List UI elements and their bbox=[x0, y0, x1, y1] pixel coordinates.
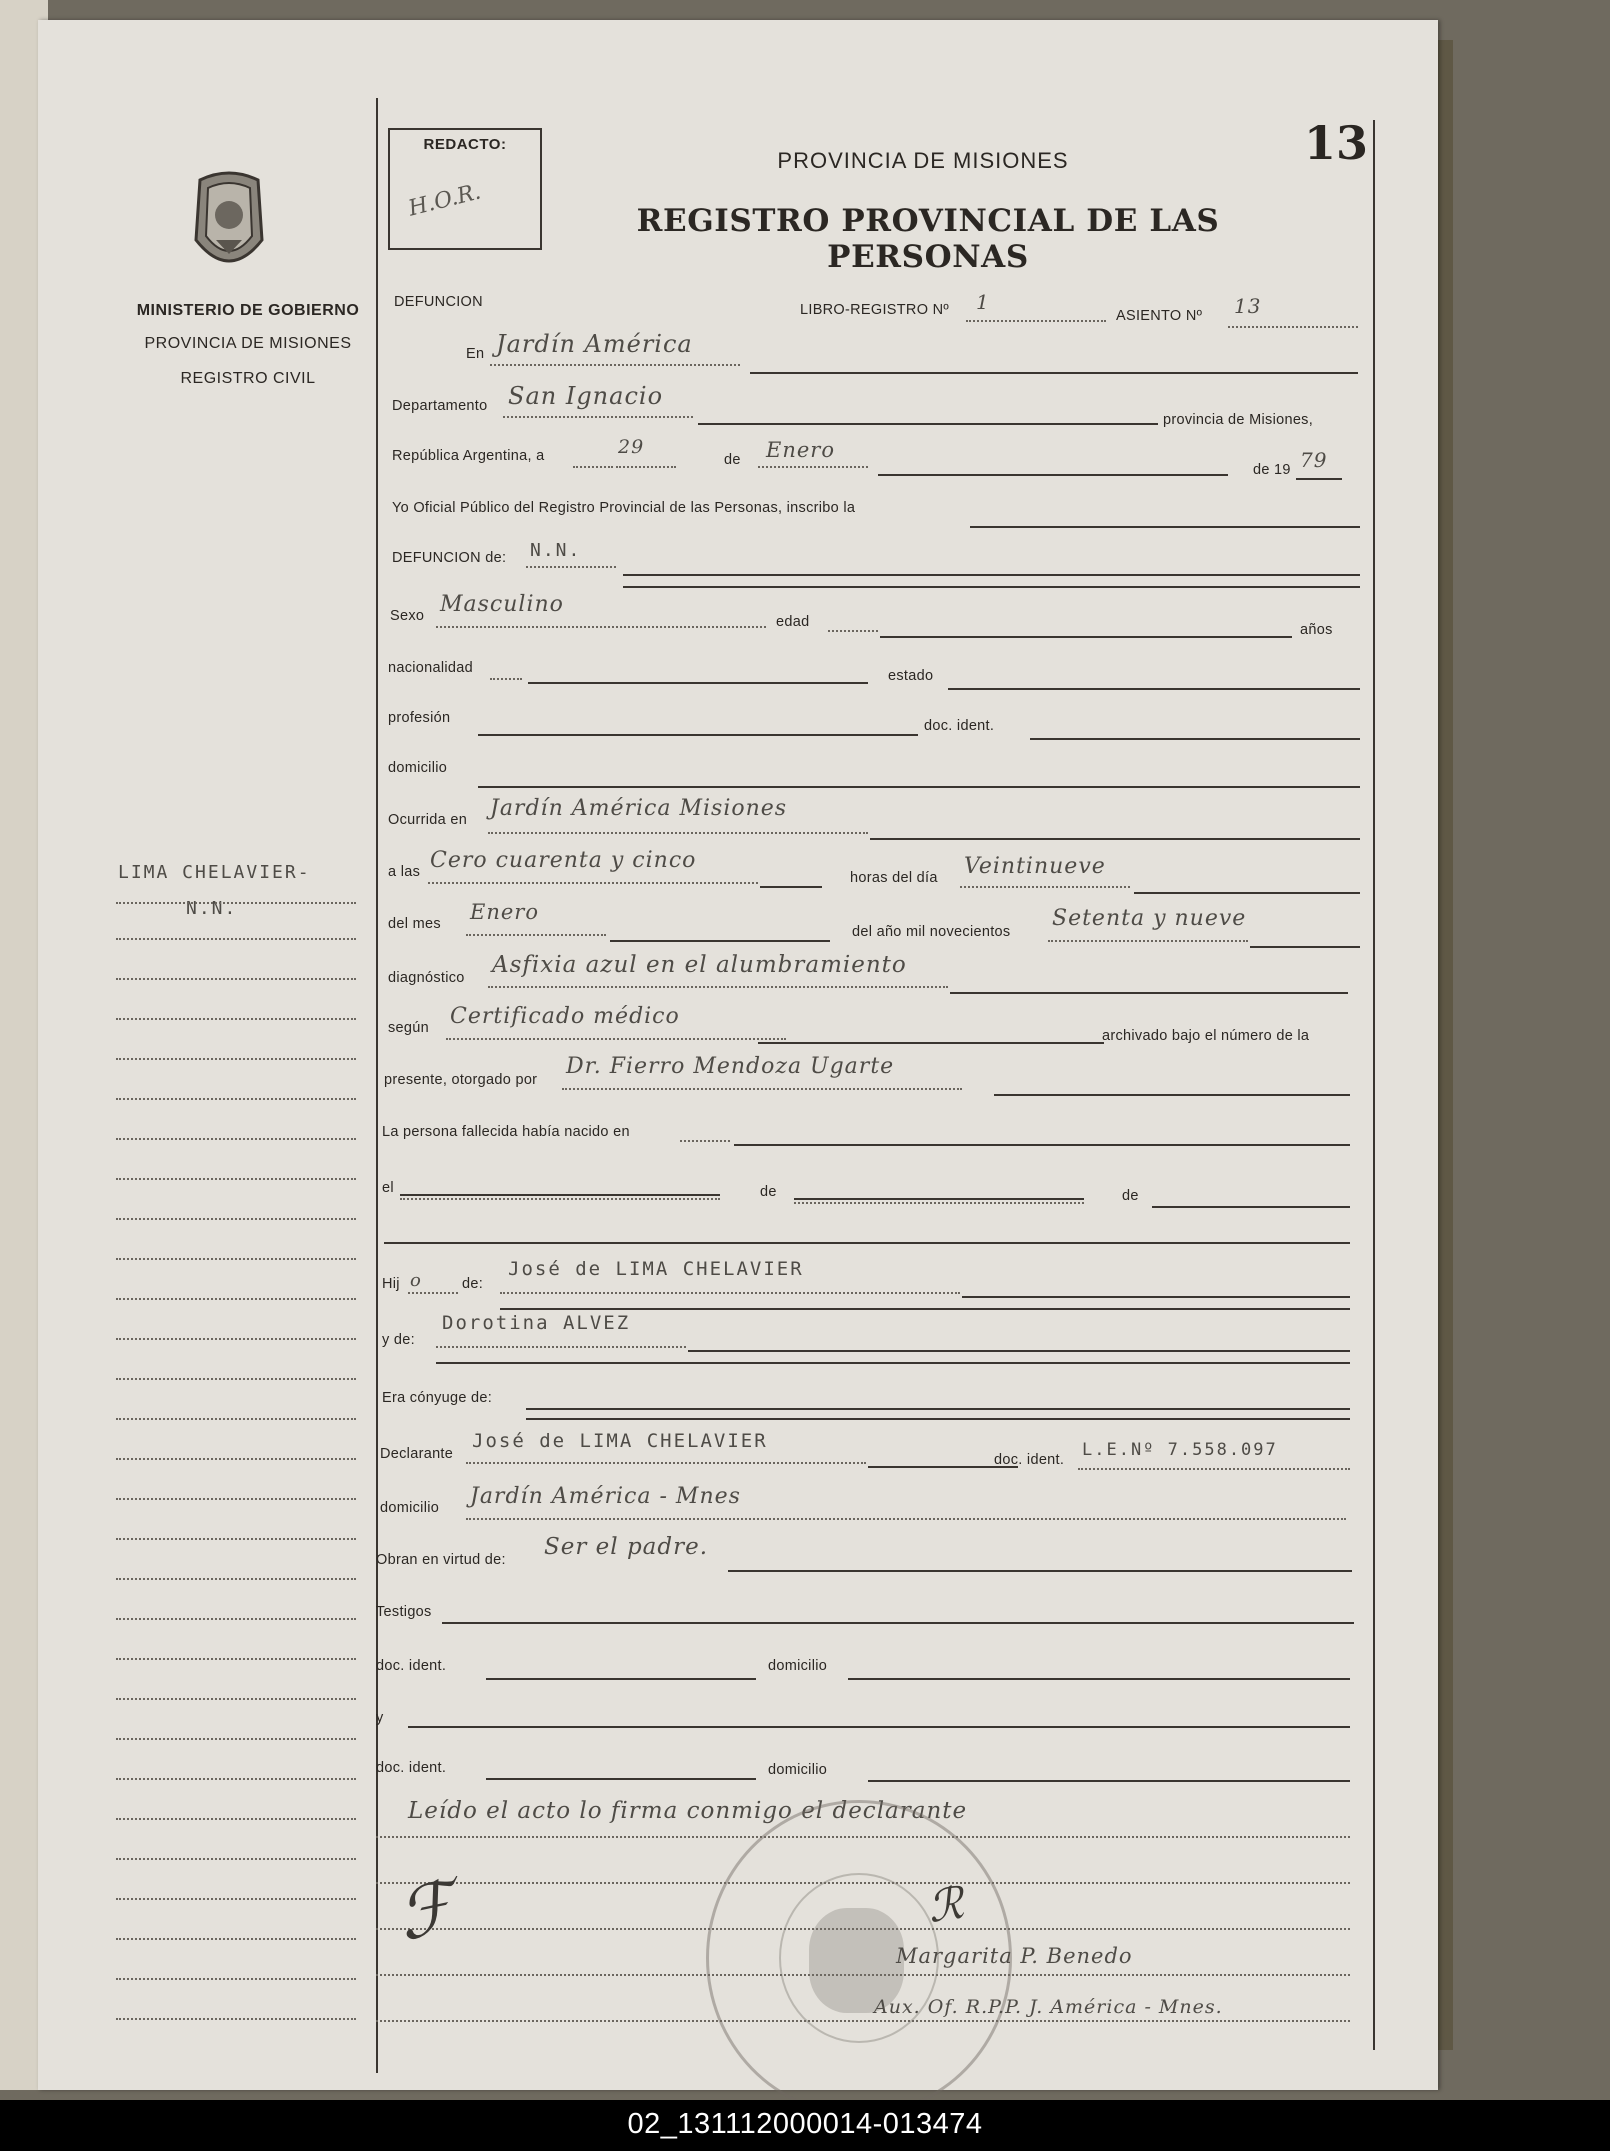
margin-rule bbox=[116, 1618, 356, 1620]
conyuge-rule bbox=[526, 1408, 1350, 1410]
registry-title: REGISTRO PROVINCIAL DE LAS PERSONAS bbox=[636, 203, 1220, 275]
en-value: Jardín América bbox=[496, 330, 693, 358]
presente-value: Dr. Fierro Mendoza Ugarte bbox=[566, 1054, 895, 1079]
hijo-de-label: de: bbox=[462, 1276, 484, 1292]
margin-rule bbox=[116, 1458, 356, 1460]
margin-rule bbox=[116, 1858, 356, 1860]
redacto-label: REDACTO: bbox=[423, 136, 507, 153]
dia-texto-dots bbox=[960, 886, 1130, 888]
margin-rule bbox=[116, 1658, 356, 1660]
presente-dots bbox=[562, 1088, 962, 1090]
el-dots bbox=[400, 1198, 720, 1200]
declarante-dots bbox=[466, 1462, 866, 1464]
estado-rule bbox=[948, 688, 1360, 690]
dia-texto-rule bbox=[1134, 892, 1360, 894]
conyuge-rule-2 bbox=[526, 1418, 1350, 1420]
ministry-title: MINISTERIO DE GOBIERNO bbox=[136, 302, 360, 319]
y-label: y bbox=[376, 1710, 384, 1726]
asiento-label: ASIENTO Nº bbox=[1116, 308, 1203, 324]
margin-rule bbox=[116, 1578, 356, 1580]
margin-rule bbox=[116, 938, 356, 940]
en-label: En bbox=[466, 346, 485, 362]
pre-dia-dots bbox=[573, 466, 613, 468]
margin-note-name: N.N. bbox=[186, 898, 238, 919]
testigos-rule bbox=[442, 1622, 1354, 1624]
madre-rule bbox=[688, 1350, 1350, 1352]
presente-label: presente, otorgado por bbox=[384, 1072, 538, 1088]
defuncion-dots bbox=[526, 566, 616, 568]
ocurrida-rule bbox=[870, 838, 1360, 840]
closing-statement: Leído el acto lo firma conmigo el declarante bbox=[408, 1798, 968, 1824]
margin-rule bbox=[116, 1498, 356, 1500]
oficial-text: Yo Oficial Público del Registro Provincial de las Personas, inscribo la bbox=[392, 500, 856, 516]
margin-rule bbox=[116, 1978, 356, 1980]
dia-line bbox=[616, 466, 676, 468]
register-page bbox=[38, 20, 1438, 2090]
hora-rule bbox=[760, 886, 822, 888]
libro-line bbox=[966, 320, 1106, 322]
edad-rule bbox=[880, 636, 1292, 638]
de-year-label: de 19 bbox=[1253, 462, 1291, 478]
margin-rule bbox=[116, 1018, 356, 1020]
declarante-doc-label: doc. ident. bbox=[994, 1452, 1065, 1468]
province-title: PROVINCIA DE MISIONES bbox=[777, 148, 1069, 173]
margin-rule bbox=[116, 1138, 356, 1140]
margin-rule bbox=[116, 1098, 356, 1100]
t2-doc-rule bbox=[486, 1778, 756, 1780]
doc-ident-rule bbox=[1030, 738, 1360, 740]
image-id-band bbox=[0, 2100, 1610, 2151]
padre-rule bbox=[962, 1296, 1350, 1298]
obran-label: Obran en virtud de: bbox=[376, 1552, 506, 1568]
margin-note-surname: LIMA CHELAVIER- bbox=[118, 862, 311, 883]
padre-rule-2 bbox=[500, 1308, 1350, 1310]
margin-rule bbox=[116, 1698, 356, 1700]
doc-ident-label: doc. ident. bbox=[924, 718, 995, 734]
anio-value: Setenta y nueve bbox=[1052, 906, 1247, 931]
edad-dots bbox=[828, 630, 878, 632]
asiento-line bbox=[1228, 326, 1358, 328]
declarante-doc-value: L.E.Nº 7.558.097 bbox=[1082, 1440, 1278, 1460]
form-right-border bbox=[1373, 120, 1375, 2050]
page-number: 13 bbox=[1303, 116, 1368, 170]
declarante-doc-dots bbox=[1078, 1468, 1350, 1470]
form-left-border bbox=[376, 98, 378, 2073]
madre-rule-2 bbox=[436, 1362, 1350, 1364]
record-type: DEFUNCION bbox=[394, 294, 483, 310]
margin-rule bbox=[116, 1778, 356, 1780]
yde-label: y de: bbox=[382, 1332, 415, 1348]
hijo-label: Hij bbox=[382, 1276, 400, 1292]
ocurrida-label: Ocurrida en bbox=[388, 812, 468, 828]
defuncion-rule bbox=[623, 574, 1360, 576]
madre-value: Dorotina ALVEZ bbox=[442, 1312, 631, 1334]
ministry-province: PROVINCIA DE MISIONES bbox=[144, 335, 352, 352]
defuncion-rule-2 bbox=[623, 586, 1360, 588]
anio-label: del año mil novecientos bbox=[852, 924, 1011, 940]
margin-rule bbox=[116, 1538, 356, 1540]
t2-dom-label: domicilio bbox=[768, 1762, 828, 1778]
hora-dots bbox=[428, 882, 758, 884]
margin-rule bbox=[116, 1258, 356, 1260]
segun-label: según bbox=[388, 1020, 430, 1036]
departamento-value: San Ignacio bbox=[508, 382, 664, 410]
segun-value: Certificado médico bbox=[450, 1004, 680, 1029]
anio-rule bbox=[1250, 946, 1360, 948]
coat-of-arms-emblem bbox=[188, 170, 270, 282]
official-title: Aux. Of. R.P.P. J. América - Mnes. bbox=[874, 1996, 1223, 2018]
nacido-label: La persona fallecida había nacido en bbox=[382, 1124, 630, 1140]
departamento-rule bbox=[698, 423, 1158, 425]
segun-rule bbox=[758, 1042, 1104, 1044]
mes-rule bbox=[878, 474, 1228, 476]
margin-rule bbox=[116, 1818, 356, 1820]
en-dots bbox=[490, 364, 740, 366]
t1-doc-label: doc. ident. bbox=[376, 1658, 447, 1674]
departamento-label: Departamento bbox=[392, 398, 488, 414]
t2-doc-label: doc. ident. bbox=[376, 1760, 447, 1776]
de3-rule bbox=[1152, 1206, 1350, 1208]
diagnostico-label: diagnóstico bbox=[388, 970, 465, 986]
image-id-label: 02_131112000014-013474 bbox=[627, 2108, 983, 2140]
margin-rule bbox=[116, 1218, 356, 1220]
libro-label: LIBRO-REGISTRO Nº bbox=[800, 302, 949, 318]
nacionalidad-label: nacionalidad bbox=[388, 660, 474, 676]
nacionalidad-rule bbox=[528, 682, 868, 684]
diagnostico-value: Asfixia azul en el alumbramiento bbox=[492, 952, 907, 978]
y-rule bbox=[408, 1726, 1350, 1728]
defuncion-de-value: N.N. bbox=[530, 540, 582, 561]
ocurrida-dots bbox=[488, 832, 868, 834]
t1-doc-rule bbox=[486, 1678, 756, 1680]
horas-label: horas del día bbox=[850, 870, 938, 886]
delmes-dots bbox=[466, 934, 606, 936]
margin-rule bbox=[116, 1418, 356, 1420]
declarante-label: Declarante bbox=[380, 1446, 454, 1462]
asiento-value: 13 bbox=[1234, 294, 1262, 318]
margin-rule bbox=[116, 1178, 356, 1180]
decl-domicilio-value: Jardín América - Mnes bbox=[470, 1484, 741, 1509]
official-name: Margarita P. Benedo bbox=[896, 1944, 1133, 1968]
archivado-label: archivado bajo el número de la bbox=[1102, 1028, 1310, 1044]
padre-value: José de LIMA CHELAVIER bbox=[508, 1258, 804, 1280]
dia-value: 29 bbox=[618, 436, 645, 458]
el-rule bbox=[400, 1194, 720, 1196]
de-label: de bbox=[724, 452, 741, 468]
segun-dots bbox=[446, 1038, 786, 1040]
alas-label: a las bbox=[388, 864, 421, 880]
conyuge-label: Era cónyuge de: bbox=[382, 1390, 493, 1406]
margin-rule bbox=[116, 1898, 356, 1900]
year-line bbox=[1296, 478, 1342, 480]
edad-label: edad bbox=[776, 614, 810, 630]
official-signature: ℛ bbox=[924, 1877, 967, 1934]
declarante-value: José de LIMA CHELAVIER bbox=[472, 1430, 768, 1452]
anos-label: años bbox=[1300, 622, 1333, 638]
sexo-value: Masculino bbox=[440, 592, 564, 617]
obran-rule bbox=[728, 1570, 1352, 1572]
departamento-dots bbox=[503, 416, 693, 418]
margin-rule bbox=[116, 978, 356, 980]
hijo-dots bbox=[408, 1292, 458, 1294]
margin-rule bbox=[116, 2018, 356, 2020]
margin-rule bbox=[116, 1298, 356, 1300]
redacto-box bbox=[388, 128, 542, 250]
madre-dots bbox=[436, 1346, 686, 1348]
hijo-suffix: o bbox=[410, 1270, 422, 1291]
sexo-dots bbox=[436, 626, 766, 628]
estado-label: estado bbox=[888, 668, 934, 684]
defuncion-de-label: DEFUNCION de: bbox=[392, 550, 507, 566]
nacido-rule bbox=[734, 1144, 1350, 1146]
ocurrida-value: Jardín América Misiones bbox=[490, 796, 788, 821]
el-label: el bbox=[382, 1180, 394, 1196]
year-value: 79 bbox=[1300, 448, 1328, 472]
redacto-initials: H.O.R. bbox=[406, 179, 484, 222]
margin-rule bbox=[116, 902, 356, 904]
decl-domicilio-dots bbox=[466, 1518, 1346, 1520]
nacionalidad-dots bbox=[490, 678, 522, 680]
t1-dom-label: domicilio bbox=[768, 1658, 828, 1674]
diagnostico-rule bbox=[950, 992, 1348, 994]
provincia-suffix: provincia de Misiones, bbox=[1163, 412, 1314, 428]
profesion-label: profesión bbox=[388, 710, 451, 726]
delmes-label: del mes bbox=[388, 916, 441, 932]
republica-label: República Argentina, a bbox=[392, 448, 545, 464]
decl-domicilio-label: domicilio bbox=[380, 1500, 440, 1516]
profesion-rule bbox=[478, 734, 918, 736]
de2-rule bbox=[794, 1198, 1084, 1200]
anio-dots bbox=[1048, 940, 1248, 942]
obran-value: Ser el padre. bbox=[544, 1534, 709, 1560]
t2-dom-rule bbox=[868, 1780, 1350, 1782]
margin-rule bbox=[116, 1058, 356, 1060]
margin-rule bbox=[116, 1378, 356, 1380]
margin-rule bbox=[116, 1738, 356, 1740]
dia-texto-value: Veintinueve bbox=[964, 854, 1106, 879]
sexo-label: Sexo bbox=[390, 608, 425, 624]
de2-label: de bbox=[760, 1184, 777, 1200]
delmes-rule bbox=[610, 940, 830, 942]
oficial-rule bbox=[970, 526, 1360, 528]
domicilio-label: domicilio bbox=[388, 760, 448, 776]
domicilio-rule bbox=[478, 786, 1360, 788]
declarant-signature: ℱ bbox=[390, 1865, 461, 1957]
hora-value: Cero cuarenta y cinco bbox=[430, 848, 697, 873]
ministry-registry: REGISTRO CIVIL bbox=[180, 370, 316, 387]
en-rule bbox=[750, 372, 1358, 374]
diagnostico-dots bbox=[488, 986, 948, 988]
mes-value: Enero bbox=[766, 438, 835, 462]
presente-rule bbox=[994, 1094, 1350, 1096]
margin-rule bbox=[116, 1338, 356, 1340]
margin-rule bbox=[116, 1938, 356, 1940]
libro-value: 1 bbox=[976, 290, 990, 314]
mes-dots bbox=[758, 466, 868, 468]
padre-dots bbox=[500, 1292, 960, 1294]
de3-label: de bbox=[1122, 1188, 1139, 1204]
nacido-dots bbox=[680, 1140, 730, 1142]
delmes-value: Enero bbox=[470, 900, 539, 924]
t1-dom-rule bbox=[848, 1678, 1350, 1680]
blank-rule bbox=[384, 1242, 1350, 1244]
de2-dots bbox=[794, 1202, 1084, 1204]
testigos-label: Testigos bbox=[376, 1604, 432, 1620]
